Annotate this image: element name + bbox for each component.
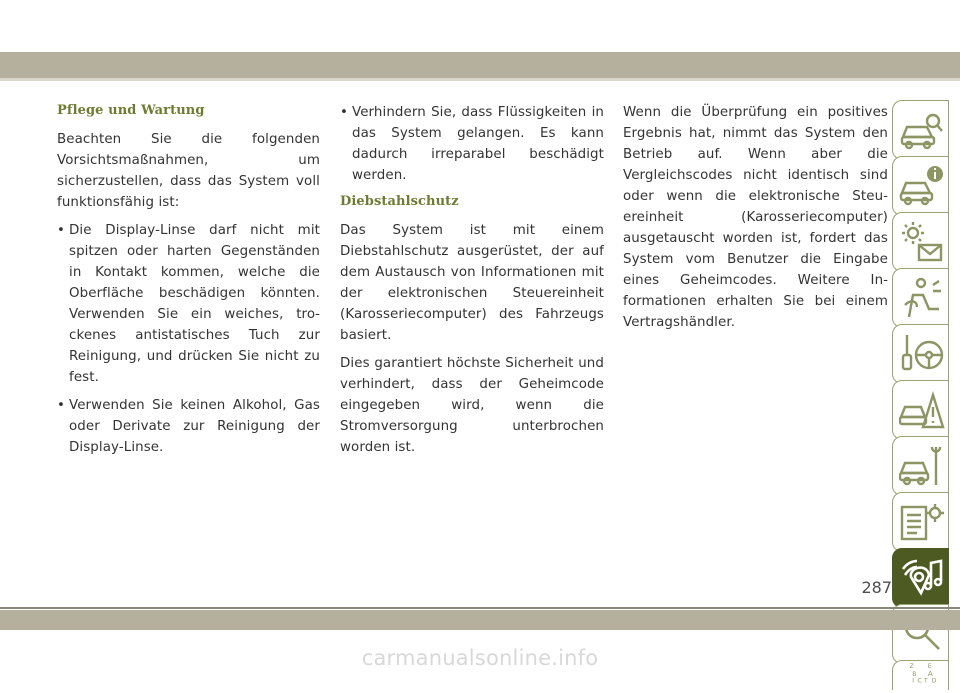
tab-chapter-5[interactable] xyxy=(892,324,949,384)
technical-data-gear-icon xyxy=(899,499,945,545)
tab-chapter-3[interactable] xyxy=(892,212,949,272)
top-header-band xyxy=(0,52,960,78)
column-middle xyxy=(340,102,604,465)
section-heading-antitheft: Diebstahlschutz xyxy=(340,194,459,209)
car-breakdown-warning-icon xyxy=(899,387,945,433)
svg-text:E: E xyxy=(927,664,932,671)
tab-chapter-8[interactable] xyxy=(892,492,949,552)
bottom-footer-rule xyxy=(0,607,960,609)
antitheft-paragraph: Dies garantiert höchste Sicherheit und verhindert, dass der Geheimcode eingegeben wird, wenn die Stromversorgung unterbrochen worden ist. xyxy=(340,356,604,455)
care-bullet-item: • Verhindern Sie, dass Flüssigkeiten in das System gelangen. Es kann dadurch irreparabel beschädigt werden. xyxy=(340,102,604,186)
svg-text:Z: Z xyxy=(909,664,914,671)
tab-chapter-7[interactable] xyxy=(892,436,949,496)
warning-lights-message-icon xyxy=(899,219,945,265)
multimedia-music-icon xyxy=(899,555,945,601)
section-heading-care: Pflege und Wartung xyxy=(57,103,205,118)
page-number: 287 xyxy=(861,578,892,597)
tab-chapter-1[interactable] xyxy=(892,100,949,160)
svg-text:C: C xyxy=(917,676,922,685)
tab-chapter-4[interactable] xyxy=(892,268,949,328)
svg-text:T: T xyxy=(923,678,928,685)
column-left xyxy=(57,102,320,465)
tab-chapter-6[interactable] xyxy=(892,380,949,440)
antitheft-paragraph: Das System ist mit einem Diebstahlschutz ausgerüstet, der auf dem Austausch von Informationen mit der elektronischen Steuereinheit (Karosseriecomputer) des Fahrzeugs basiert. xyxy=(340,223,604,343)
key-steering-wheel-icon xyxy=(899,331,945,377)
svg-text:A: A xyxy=(927,669,933,679)
svg-text:I: I xyxy=(912,678,914,685)
column-right xyxy=(623,102,888,340)
watermark-text: carmanualsonline.info xyxy=(361,646,599,670)
svg-text:D: D xyxy=(931,678,937,685)
care-bullet-list xyxy=(57,220,320,458)
svg-text:B: B xyxy=(912,672,917,679)
top-header-rule xyxy=(0,78,960,81)
car-service-tools-icon xyxy=(899,443,945,489)
care-bullet-item: • Verwenden Sie keinen Alkohol, Gas oder Derivate zur Reinigung der Display-Linse. xyxy=(57,395,320,458)
seat-airbag-icon xyxy=(899,275,945,321)
tab-chapter-2[interactable] xyxy=(892,156,949,216)
car-magnifier-icon xyxy=(899,107,945,153)
care-intro-paragraph: Beachten Sie die folgenden Vorsichtsmaßnahmen, um sicherzustellen, dass das System voll funktionsfähig ist: xyxy=(57,132,320,210)
bottom-footer-band xyxy=(0,610,960,630)
antitheft-check-paragraph: Wenn die Überprüfung ein positives Ergebnis hat, nimmt das System den Betrieb auf. Wenn aber die Vergleichscodes nicht identisch sind oder wenn die elektronische Steuereinheit (Karosseriecomputer) ausgetauscht worden ist, fordert das System vom Benutzer die Eingabe eines Geheimcodes. Weitere Informationen erhalten Sie bei einem Vertragshändler. xyxy=(623,105,888,330)
care-bullet-item: • Die Display-Linse darf nicht mit spitzen oder harten Gegenständen in Kontakt kommen, welche die Oberfläche beschädigen könnten. Verwenden Sie ein weiches, trockenes antistatisches Tuch zur Reinigung, und drücken Sie nicht zu fest. xyxy=(57,220,320,388)
care-bullet-list-continued xyxy=(340,102,604,186)
car-info-icon xyxy=(899,163,945,209)
tab-chapter-multimedia[interactable] xyxy=(892,548,949,608)
